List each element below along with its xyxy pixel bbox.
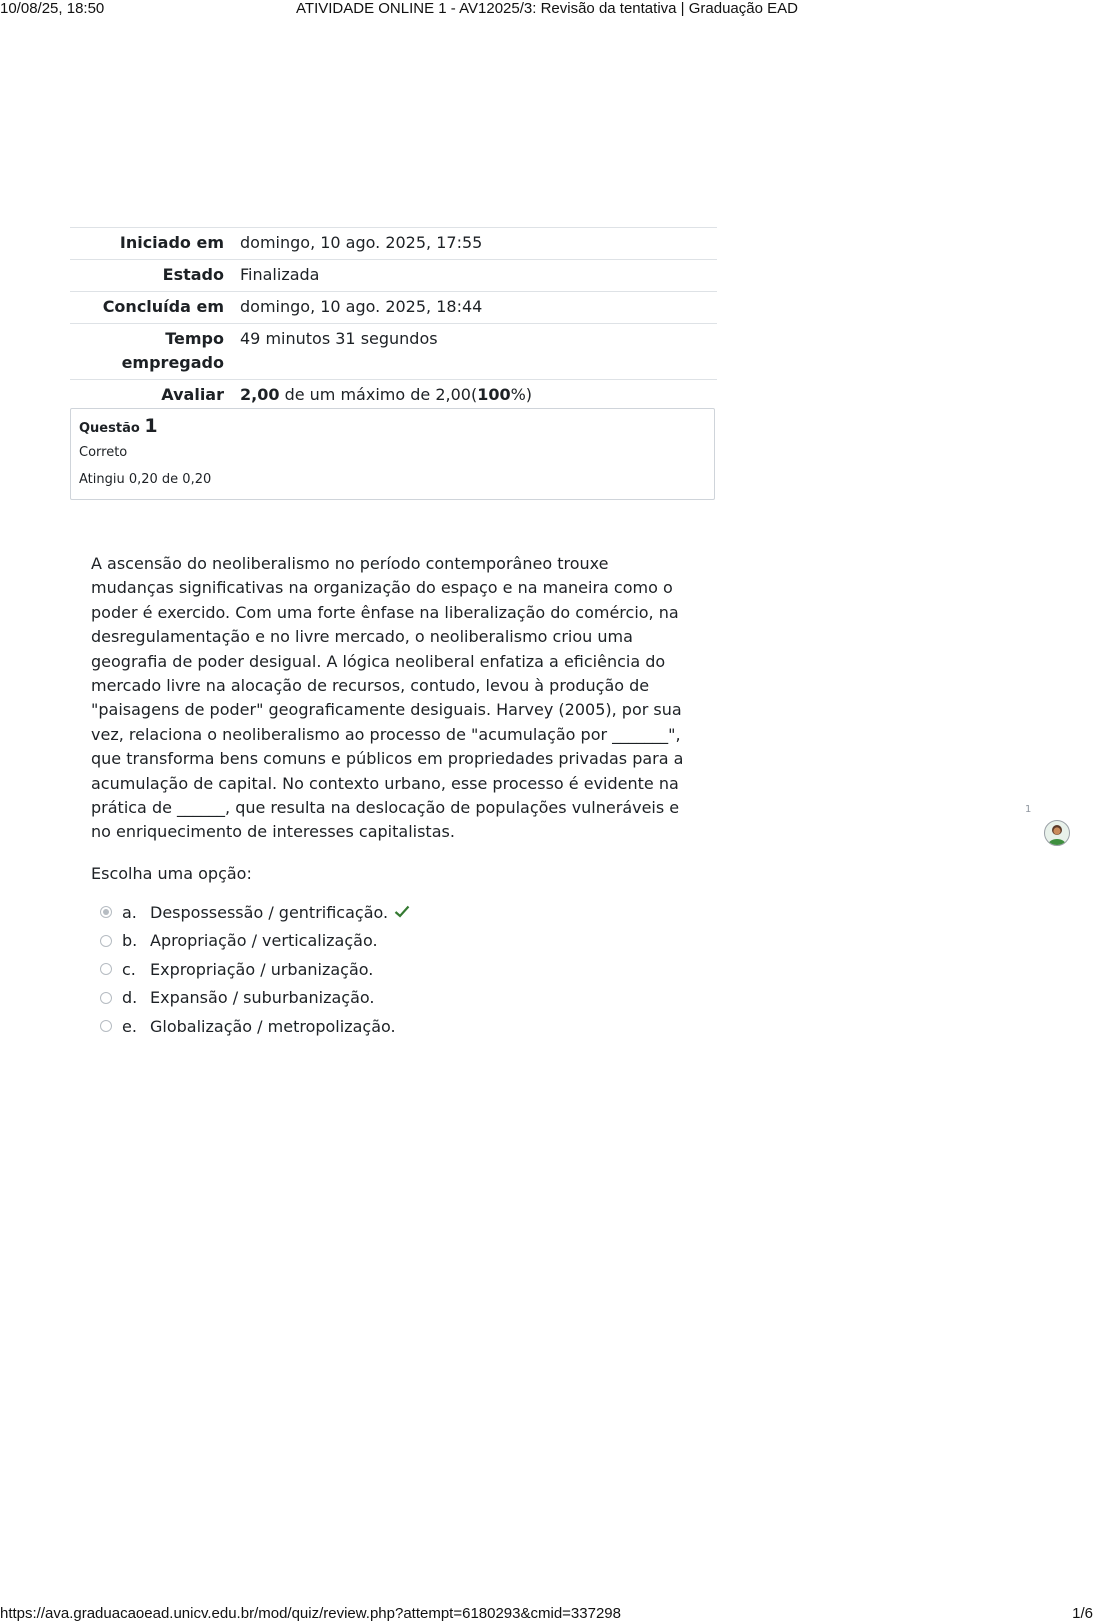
option-text: Apropriação / verticalização. [150, 931, 378, 951]
radio-c[interactable] [100, 963, 112, 975]
answer-options [100, 898, 700, 1041]
completed-label: Concluída em [70, 292, 240, 324]
grade-end: %) [510, 385, 533, 404]
answer-option-b[interactable] [100, 927, 700, 956]
question-grade: Atingiu 0,20 de 0,20 [79, 472, 212, 487]
radio-e[interactable] [100, 1020, 112, 1032]
option-letter: e. [122, 1016, 137, 1036]
option-letter: b. [122, 931, 138, 951]
grade-percent: 100 [477, 385, 511, 404]
print-datetime: 10/08/25, 18:50 [0, 0, 105, 17]
grade-score: 2,00 [240, 385, 280, 404]
check-icon [394, 903, 410, 922]
question-label: Questão [79, 421, 140, 436]
completed-value: domingo, 10 ago. 2025, 18:44 [240, 292, 717, 324]
summary-row-started [70, 228, 717, 260]
time-label: Tempo empregado [70, 324, 240, 380]
radio-b[interactable] [100, 935, 112, 947]
answer-option-d[interactable] [100, 984, 700, 1013]
sidebar-number: 1 [1025, 804, 1032, 815]
question-text: A ascensão do neoliberalismo no período contemporâneo trouxe mudanças significativas na organização do espaço e na maneira como o poder é exercido. Com uma forte ênfase na liberalização do comércio, na desregulamentação e no livre mercado, o neoliberalismo criou uma geografia de poder desigual. A lógica neoliberal enfatiza a eficiência do mercado livre na alocação de recursos, contudo, levou à produção de "paisagens de poder" geograficamente desiguais. Harvey (2005), por sua vez, relaciona o neoliberalismo ao processo de "acumulação por _______", que transforma bens comuns e públicos em propriedades privadas para a acumulação de capital. No contexto urbano, esse processo é evidente na prática de ______, que resulta na deslocação de populações vulneráveis e no enriquecimento de interesses capitalistas. [91, 554, 684, 842]
option-text: Despossessão / gentrificação. [150, 902, 389, 922]
print-url: https://ava.graduacaoead.unicv.edu.br/mod/quiz/review.php?attempt=6180293&cmid=337298 [0, 1605, 621, 1622]
answer-option-e[interactable] [100, 1012, 700, 1041]
question-number-value: 1 [144, 415, 158, 437]
started-value: domingo, 10 ago. 2025, 17:55 [240, 228, 717, 260]
option-text: Globalização / metropolização. [150, 1016, 396, 1036]
radio-d[interactable] [100, 992, 112, 1004]
state-label: Estado [70, 260, 240, 292]
time-value: 49 minutos 31 segundos [240, 324, 717, 380]
option-letter: d. [122, 988, 138, 1008]
radio-a[interactable] [100, 906, 112, 918]
attempt-summary-table [70, 227, 717, 411]
option-letter: a. [122, 902, 137, 922]
grade-label: Avaliar [70, 380, 240, 412]
answer-option-c[interactable] [100, 955, 700, 984]
state-value: Finalizada [240, 260, 717, 292]
question-number [79, 415, 706, 437]
answer-prompt: Escolha uma opção: [91, 864, 252, 883]
option-letter: c. [122, 959, 136, 979]
started-label: Iniciado em [70, 228, 240, 260]
avatar-icon[interactable] [1044, 820, 1070, 846]
option-text: Expropriação / urbanização. [150, 959, 374, 979]
print-page-number: 1/6 [1072, 1605, 1093, 1622]
print-header [0, 0, 1094, 18]
question-info-box [70, 408, 715, 500]
grade-mid: de um máximo de 2,00( [279, 385, 478, 404]
summary-row-state [70, 260, 717, 292]
grade-value [240, 380, 717, 412]
answer-option-a[interactable] [100, 898, 700, 927]
print-footer [0, 1605, 1094, 1623]
print-title: ATIVIDADE ONLINE 1 - AV12025/3: Revisão da tentativa | Graduação EAD [296, 0, 798, 17]
summary-row-time [70, 324, 717, 380]
question-state: Correto [79, 445, 128, 460]
summary-row-grade [70, 380, 717, 412]
summary-row-completed [70, 292, 717, 324]
option-text: Expansão / suburbanização. [150, 988, 375, 1008]
